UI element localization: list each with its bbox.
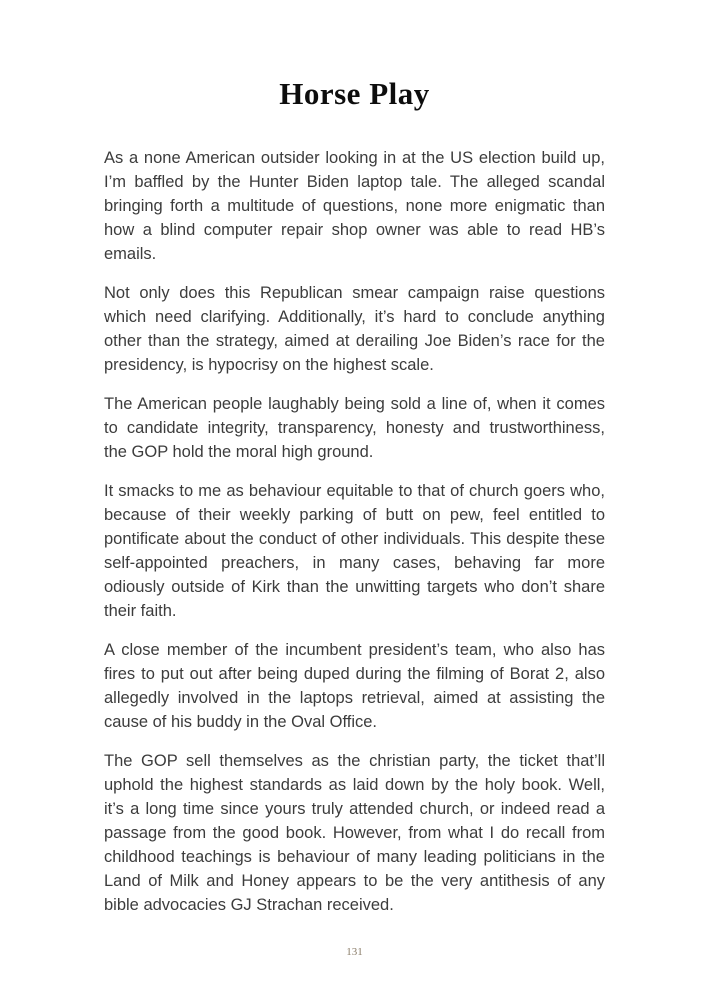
paragraph: Not only does this Republican smear campaign raise questions which need clarifying. Additionally, it’s hard to conclude anything other than the strategy, aimed at derailing Joe Biden’s race for the presidency, is hypocrisy on the highest scale. — [104, 284, 605, 374]
page-number: 131 — [346, 946, 363, 958]
paragraph: The American people laughably being sold a line of, when it comes to candidate integrity, transparency, honesty and trustworthiness, the GOP hold the moral high ground. — [104, 395, 605, 461]
paragraph: A close member of the incumbent president’s team, who also has fires to put out after being duped during the filming of Borat 2, also allegedly involved in the laptops retrieval, aimed at assisting the cause of his buddy in the Oval Office. — [104, 641, 605, 731]
body-text — [104, 146, 605, 917]
paragraph: As a none American outsider looking in at the US election build up, I’m baffled by the Hunter Biden laptop tale. The alleged scandal bringing forth a multitude of questions, none more enigmatic than how a blind computer repair shop owner was able to read HB’s emails. — [104, 149, 605, 263]
page-title: Horse Play — [279, 76, 430, 111]
paragraph: It smacks to me as behaviour equitable to that of church goers who, because of their weekly parking of butt on pew, feel entitled to pontificate about the conduct of other individuals. This despite these self-appointed preachers, in many cases, behaving far more odiously outside of Kirk than the unwitting targets who don’t share their faith. — [104, 482, 605, 620]
paragraph: The GOP sell themselves as the christian party, the ticket that’ll uphold the highest standards as laid down by the holy book. Well, it’s a long time since yours truly attended church, or indeed read a passage from the good book. However, from what I do recall from childhood teachings is behaviour of many leading politicians in the Land of Milk and Honey appears to be the very antithesis of any bible advocacies GJ Strachan received. — [104, 752, 605, 914]
